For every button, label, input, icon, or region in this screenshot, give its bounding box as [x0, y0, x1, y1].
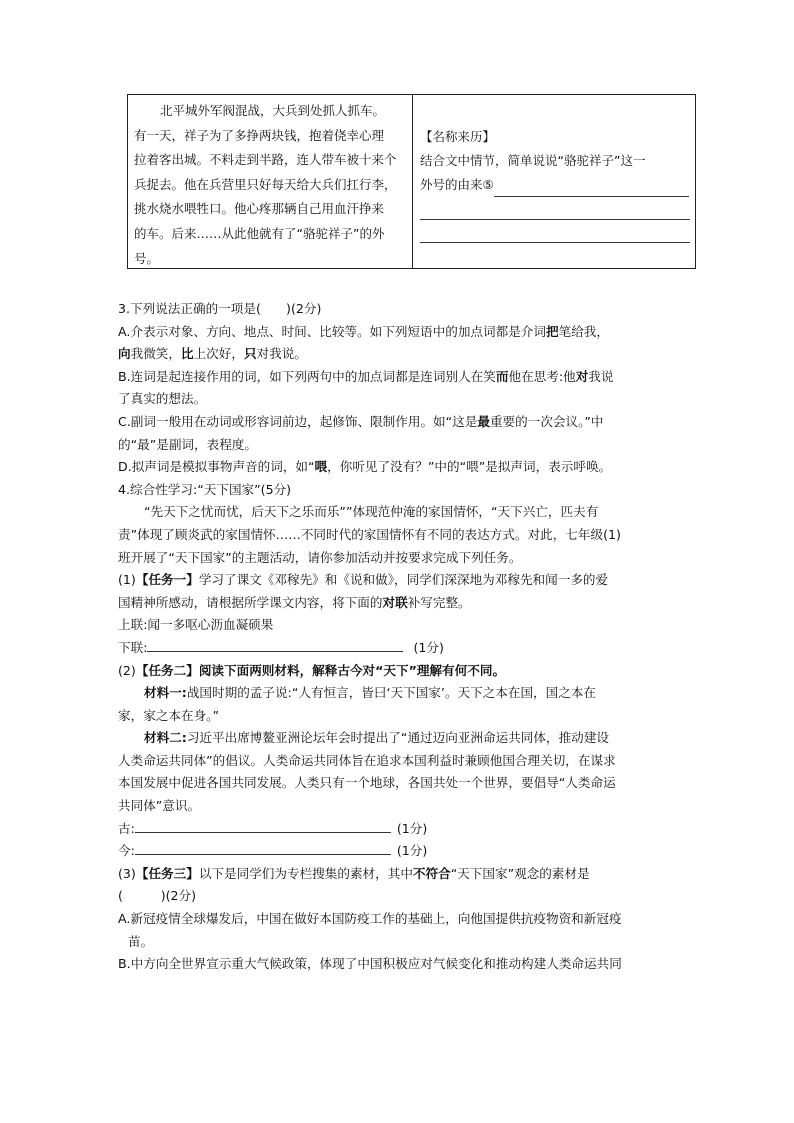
q3-stem: 3.下列说法正确的一项是( )(2分)	[118, 301, 322, 316]
material-two: 共同体”意识。	[118, 798, 201, 814]
task1: 国精神所感动，请根据所学课文内容，将下面的对联补写完整。	[118, 594, 471, 610]
story-line: 北平城外军阀混战，大兵到处抓人抓车。	[160, 103, 386, 118]
answer-line[interactable]	[147, 637, 403, 652]
q3-option-b: 了真实的想法。	[118, 391, 207, 407]
answer-modern: 今: (1分)	[118, 840, 688, 863]
task3-option-b: B.中方向全世界宣示重大气候政策，体现了中国积极应对气候变化和推动构建人类命运共同	[118, 956, 622, 972]
answer-line[interactable]	[135, 818, 391, 833]
material-one: 家，家之本在身。”	[118, 707, 219, 723]
q3-option-b: B.连词是起连接作用的词，如下列两句中的加点词都是连词别人在笑而他在思考:他对我说	[118, 368, 614, 384]
name-origin-title: 【名称来历】	[420, 129, 496, 144]
couplet-upper: 上联:闻一多呕心沥血凝硕果	[118, 617, 274, 633]
question-block	[118, 298, 688, 976]
task3: (3)【任务三】以下是同学们为专栏搜集的素材，其中不符合“天下国家”观念的素材是	[118, 865, 590, 881]
task1: (1)【任务一】学习了课文《邓稼先》和《说和做》，同学们深深地为邓稼先和闻一多的爱	[118, 572, 609, 588]
q4-intro: 班开展了“天下国家”的主题活动，请你参加活动并按要求完成下列任务。	[118, 549, 522, 565]
task3-answer-paren: ( )(2分)	[118, 888, 197, 904]
answer-line[interactable]	[494, 181, 689, 197]
material-two: 本国发展中促进各国共同发展。人类只有一个地球，各国共处一个世界，要倡导“人类命运	[118, 775, 616, 791]
answer-line[interactable]	[420, 197, 690, 220]
q3-option-a: 向我微笑，比上次好，只对我说。	[118, 346, 307, 362]
story-table	[127, 94, 696, 269]
q4-stem: 4.综合性学习:“天下国家”(5分)	[118, 481, 292, 497]
task3-option-a: A.新冠疫情全球爆发后，中国在做好本国防疫工作的基础上，向他国提供抗疫物资和新冠疫	[118, 911, 622, 927]
story-line: 拉着客出城。不料走到半路，连人带车被十来个	[134, 152, 397, 168]
table-left-cell	[134, 99, 408, 271]
story-line: 兵捉去。他在兵营里只好每天给大兵们扛行李，	[134, 176, 397, 192]
table-right-cell	[420, 125, 692, 243]
story-line: 挑水烧水喂牲口。他心疼那辆自己用血汗挣来	[134, 201, 385, 217]
table-divider	[412, 95, 413, 268]
task2: (2)【任务二】阅读下面两则材料，解释古今对“天下”理解有何不同。	[118, 662, 506, 678]
answer-line[interactable]	[420, 220, 690, 243]
answer-line[interactable]	[135, 840, 391, 855]
task3-option-a: 苗。	[128, 933, 154, 949]
q3-option-a: A.介表示对象、方向、地点、时间、比较等。如下列短语中的加点词都是介词把笔给我，	[118, 323, 609, 339]
material-two: 人类命运共同体”的倡议。人类命运共同体旨在追求本国利益时兼顾他国合理关切，在谋求	[118, 752, 616, 768]
answer-ancient: 古: (1分)	[118, 818, 688, 841]
couplet-lower: 下联: (1分)	[118, 637, 688, 660]
name-origin-prompt: 外号的由来⑤	[420, 173, 692, 197]
name-origin-prompt: 结合文中情节，简单说说“骆驼祥子”这一	[420, 153, 646, 168]
story-line: 号。	[134, 250, 160, 266]
q3-option-d: D.拟声词是模拟事物声音的词，如“喂，你听见了没有？”中的“喂”是拟声词，表示呼唤。	[118, 459, 612, 475]
story-line: 有一天，祥子为了多挣两块钱，抱着侥幸心理	[134, 127, 385, 143]
material-one: 材料一:战国时期的孟子说:“人有恒言，皆曰‘天下国家’。天下之本在国，国之本在	[144, 685, 597, 701]
q3-option-c: C.副词一般用在动词或形容词前边，起修饰、限制作用。如“这是最重要的一次会议。”中	[118, 413, 604, 429]
story-line: 的车。后来……从此他就有了“骆驼祥子”的外	[134, 225, 385, 241]
q4-intro: 责”体现了顾炎武的家国情怀……不同时代的家国情怀有不同的表达方式。对此，七年级(1)	[118, 526, 621, 542]
q3-option-c: 的“最”是副词，表程度。	[118, 436, 257, 452]
material-two: 材料二:习近平出席博鳌亚洲论坛年会时提出了“通过迈向亚洲命运共同体，推动建设	[144, 730, 609, 746]
q4-intro: “先天下之忧而忧，后天下之乐而乐””体现范仲淹的家国情怀，“天下兴亡，匹夫有	[144, 504, 599, 520]
